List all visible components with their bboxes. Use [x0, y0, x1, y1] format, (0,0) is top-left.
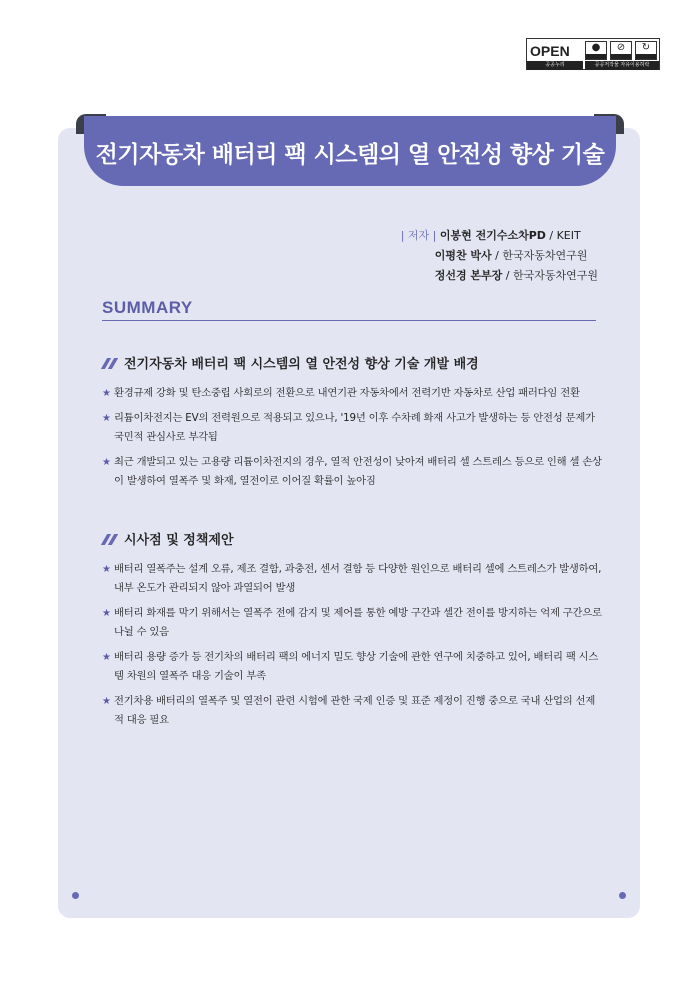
- author-org: / 한국자동차연구원: [491, 249, 588, 262]
- list-item: [102, 604, 602, 642]
- open-license-badge: [526, 38, 660, 70]
- author-row: [401, 266, 598, 286]
- corner-dot-right: [619, 892, 626, 899]
- list-item-text: 배터리 화재를 막기 위해서는 열폭주 전에 감지 및 제어를 통한 예방 구간과 셀간 전이를 방지하는 억제 구간으로 나뉠 수 있음: [114, 607, 602, 638]
- author-block: [401, 226, 598, 286]
- author-org: / 한국자동차연구원: [502, 269, 598, 282]
- star-icon: ★: [102, 608, 111, 619]
- list-item: [102, 409, 602, 447]
- author-name: 이평찬 박사: [434, 249, 492, 262]
- person-icon: ●: [585, 41, 607, 60]
- list-item: [102, 384, 602, 403]
- page-title: 전기자동차 배터리 팩 시스템의 열 안전성 향상 기술: [95, 142, 605, 168]
- star-icon: ★: [102, 413, 111, 424]
- author-name: 정선경 본부장: [434, 269, 503, 282]
- license-caption: 공공저작물 자유이용허락: [585, 61, 659, 70]
- star-icon: ★: [102, 388, 111, 399]
- no-commercial-icon: ⊘: [610, 41, 632, 60]
- list-item-text: 배터리 열폭주는 설계 오류, 제조 결함, 과충전, 센서 결함 등 다양한 원인으로 배터리 셀에 스트레스가 발생하여, 내부 온도가 관리되지 않아 과열되어 발생: [114, 563, 602, 594]
- list-item-text: 배터리 용량 증가 등 전기차의 배터리 팩의 에너지 밀도 향상 기술에 관한 연구에 치중하고 있어, 배터리 팩 시스템 차원의 열폭주 대응 기술이 부족: [114, 651, 599, 682]
- list-item: [102, 453, 602, 491]
- list-item-text: 전기차용 배터리의 열폭주 및 열전이 관련 시험에 관한 국제 인증 및 표준 제정이 진행 중으로 국내 산업의 선제적 대응 필요: [114, 695, 596, 726]
- section-heading-text: 전기자동차 배터리 팩 시스템의 열 안전성 향상 기술 개발 배경: [124, 357, 479, 372]
- slash-icon: [102, 358, 120, 368]
- summary-heading: [102, 298, 596, 321]
- slash-icon: [102, 534, 120, 544]
- section-implications: [102, 530, 602, 730]
- title-banner: [84, 116, 616, 186]
- author-org: / KEIT: [545, 229, 581, 242]
- star-icon: ★: [102, 457, 111, 468]
- list-item: [102, 692, 602, 730]
- summary-heading-text: SUMMARY: [102, 298, 193, 317]
- author-label: | 저자 |: [400, 229, 437, 242]
- author-name: 이봉현 전기수소차PD: [439, 229, 546, 242]
- section-background: [102, 354, 602, 491]
- list-item: [102, 648, 602, 686]
- section-heading-text: 시사점 및 정책제안: [124, 533, 234, 548]
- corner-dot-left: [72, 892, 79, 899]
- no-derivative-icon: ↻: [635, 41, 657, 60]
- section-heading: [102, 354, 602, 376]
- list-item-text: 최근 개발되고 있는 고용량 리튬이차전지의 경우, 열적 안전성이 낮아져 배터리 셀 스트레스 등으로 인해 셀 손상이 발생하여 열폭주 및 화재, 열전이로 이어질 확률이 높아짐: [114, 456, 602, 487]
- list-item: [102, 560, 602, 598]
- star-icon: ★: [102, 696, 111, 707]
- list-item-text: 환경규제 강화 및 탄소중립 사회로의 전환으로 내연기관 자동차에서 전력기반 자동차로 산업 패러다임 전환: [114, 387, 580, 399]
- star-icon: ★: [102, 564, 111, 575]
- license-icons: [585, 41, 659, 60]
- star-icon: ★: [102, 652, 111, 663]
- open-logo: OPEN: [530, 43, 570, 59]
- list-item-text: 리튬이차전지는 EV의 전력원으로 적용되고 있으나, '19년 이후 수차례 화재 사고가 발생하는 등 안전성 문제가 국민적 관심사로 부각됨: [114, 412, 595, 443]
- open-logo-caption: 공공누리: [527, 61, 583, 70]
- section-heading: [102, 530, 602, 552]
- author-row: [401, 226, 598, 246]
- author-row: [401, 246, 598, 266]
